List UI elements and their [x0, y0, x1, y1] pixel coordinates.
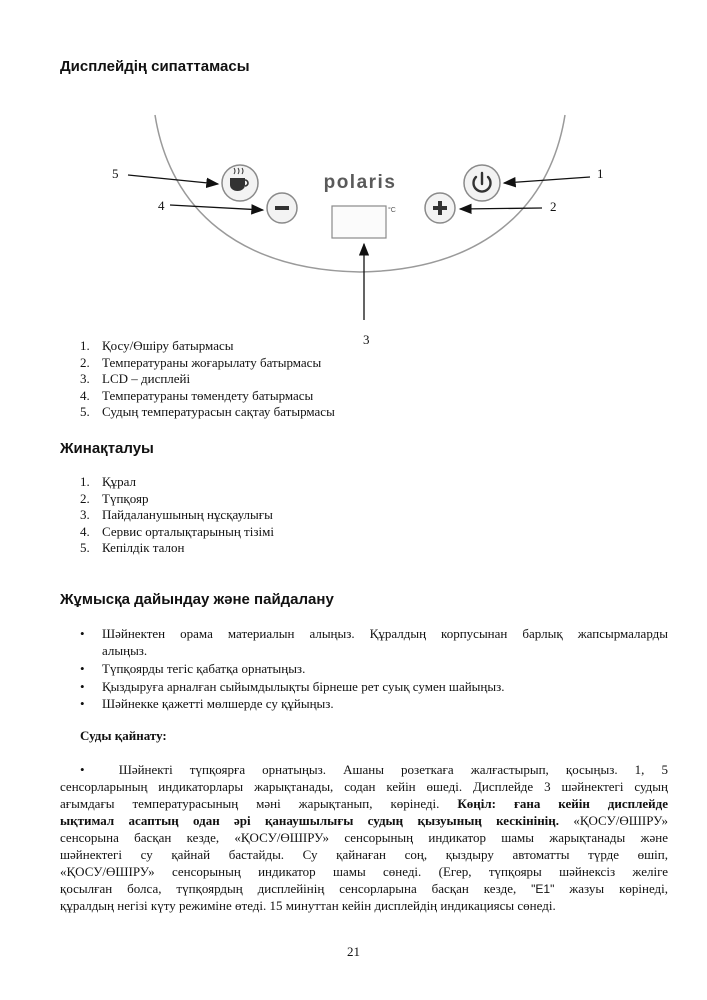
boil-line-9: құралдың негізі күту режиміне өтеді. 15 минуттан кейін дисплейдің индикациясы сөнеді. — [60, 898, 556, 913]
boil-line-5: сенсорына басқан кезде, «ҚОСУ/ӨШІРУ» сенсорының индикатор шамы жарықтанады және — [60, 830, 668, 845]
list-item: • Түпқоярды тегіс қабатқа орнатыңыз. — [80, 661, 306, 676]
boil-line-2: сенсорларының индикаторлары жарықтанады, содан кейін өшеді. Дисплейде 3 шәйнектегі судың — [60, 779, 668, 794]
cup-icon — [230, 178, 245, 191]
control-panel-diagram — [100, 110, 620, 350]
list-item: 4. Температураны төмендету батырмасы — [80, 387, 314, 403]
callout-arrow-2 — [460, 208, 542, 209]
callout-label-1: 1 — [597, 166, 604, 181]
list-item: 3. Пайдаланушының нұсқаулығы — [80, 507, 273, 522]
list-item: 5. Судың температурасын сақтау батырмасы — [80, 404, 335, 419]
list-item: 2. Температураны жоғарылату батырмасы — [80, 354, 322, 370]
callout-label-4: 4 — [158, 198, 165, 213]
boil-line-4: ықтимал асаптың одан әрі қанаушылығы судың қызуының кескінінің. «ҚОСУ/ӨШІРУ» — [60, 813, 668, 828]
callout-arrow-5 — [128, 175, 218, 184]
list-item: 5. Кепілдік талон — [80, 540, 185, 555]
list-item: 1. Қосу/Өшіру батырмасы — [80, 338, 234, 353]
lcd-display — [332, 206, 386, 238]
list-item: • Шәйнекке қажетті мөлшерде су құйыңыз. — [80, 696, 334, 711]
package-contents-list — [80, 474, 274, 557]
list-item: • Қыздыруға арналған сыйымдылықты бірнеше рет суық сумен шайыңыз. — [80, 678, 505, 694]
prep-section-title: Жұмысқа дайындау және пайдалану — [60, 591, 334, 608]
boil-line-8: қосылған болса, түпқоярдың дисплейінің сенсорларына басқан кезде, "E1" жазуы көрінеді, — [60, 881, 669, 896]
list-item: 1. Құрал — [80, 474, 137, 489]
package-section-title: Жинақталуы — [60, 440, 154, 457]
list-item: • Шәйнектен орама материалын алыңыз. Құралдың корпусынан барлық жапсырмаларды алыңыз. — [80, 626, 668, 658]
list-item: 4. Сервис орталықтарының тізімі — [80, 523, 274, 539]
boil-subtitle: Суды қайнату: — [80, 728, 167, 743]
brand-logo: polaris — [323, 172, 397, 193]
temperature-down-button — [267, 193, 297, 223]
minus-icon — [275, 206, 289, 210]
callout-label-2: 2 — [550, 199, 557, 214]
callout-arrow-4 — [170, 205, 263, 210]
callout-label-3: 3 — [363, 332, 370, 347]
panel-outline — [155, 115, 565, 272]
boil-line-1: • Шәйнекті түпқоярға орнатыңыз. Ашаны розеткаға жалғастырып, қосыңыз. 1, 5 — [80, 762, 668, 777]
boil-line-6: шәйнектегі су қайнай бастайды. Су қайнаған соң, қыздыру автоматты түрде өшіп, — [60, 847, 668, 862]
keep-warm-button — [222, 165, 258, 201]
list-item: 2. Түпқояр — [80, 490, 149, 506]
prep-steps-list — [60, 626, 668, 714]
control-panel-drawing — [100, 110, 620, 350]
lcd-unit-label: °C — [388, 207, 396, 214]
display-parts-list — [80, 338, 335, 421]
display-section-title: Дисплейдің сипаттамасы — [60, 58, 250, 75]
page-number: 21 — [347, 944, 360, 959]
list-item: 3. LCD – дисплейі — [80, 371, 191, 386]
boil-line-3: ағымдағы температурасының мәні жарықтанып, көрінеді. Көңіл: ғана кейін дисплейде — [60, 796, 668, 811]
callout-label-5: 5 — [112, 166, 119, 181]
power-button — [464, 165, 500, 201]
boil-instructions — [60, 762, 668, 915]
boil-line-7: «ҚОСУ/ӨШІРУ» сенсорының индикатор шамы сөнеді. (Егер, түпқояры шәйнексіз желіге — [60, 864, 668, 879]
temperature-up-button — [425, 193, 455, 223]
callout-arrow-1 — [504, 177, 590, 183]
